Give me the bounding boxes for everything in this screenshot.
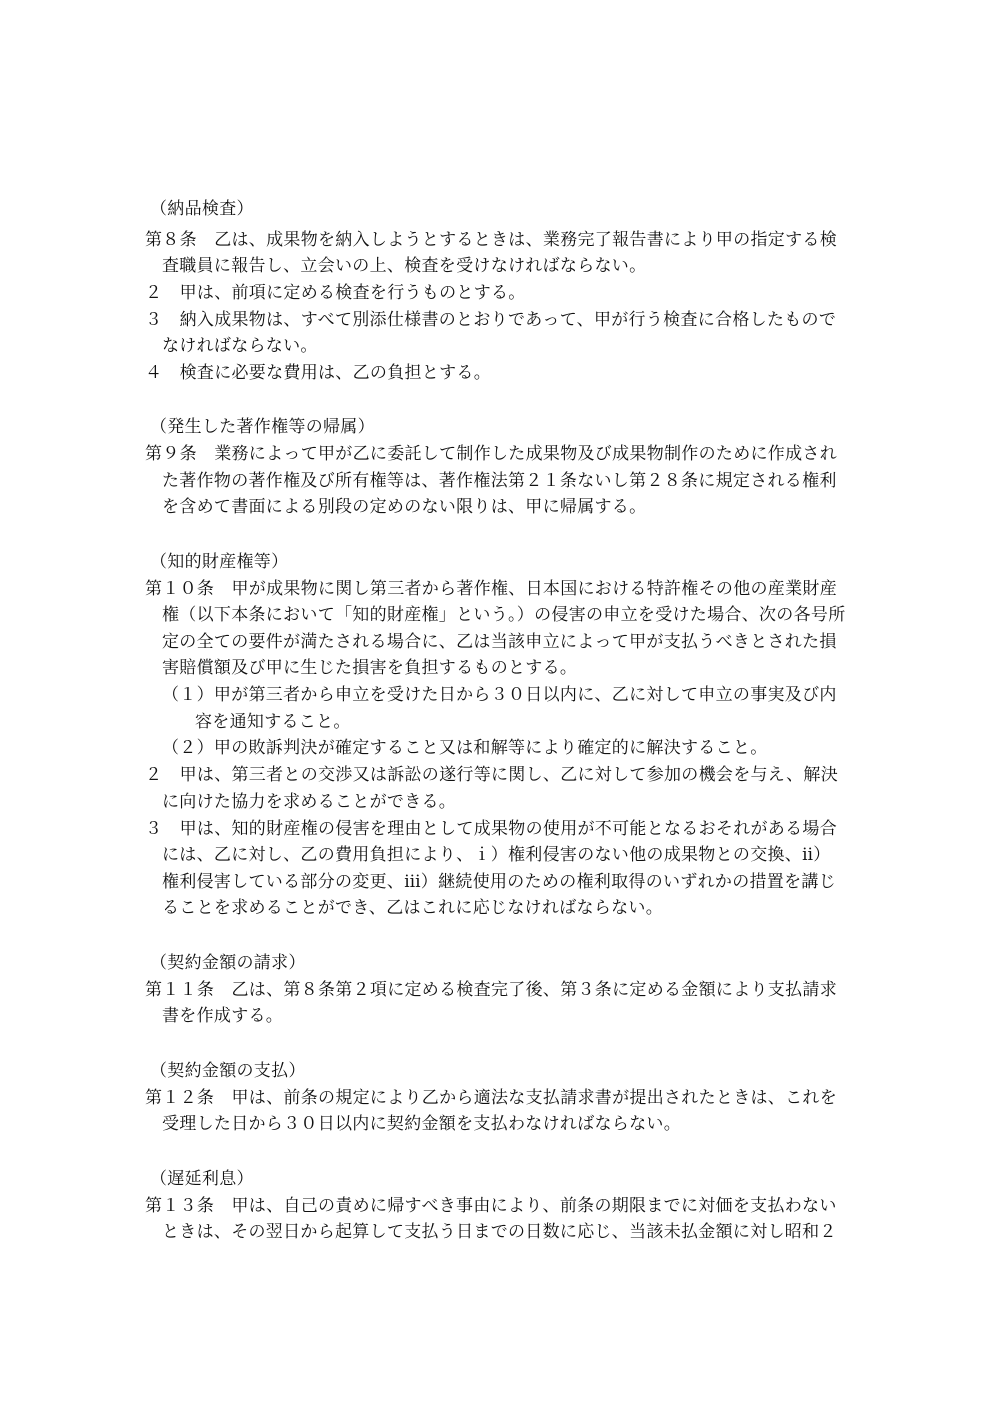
section-heading: （納品検査）	[150, 199, 254, 219]
list-item: （１）甲が第三者から申立を受けた日から３０日以内に、乙に対して申立の事実及び内	[162, 685, 837, 705]
paragraph-text: ４ 検査に必要な費用は、乙の負担とする。	[145, 363, 491, 383]
article-text: 第９条 業務によって甲が乙に委託して制作した成果物及び成果物制作のために作成され	[145, 444, 837, 464]
paragraph-text: ２ 甲は、前項に定める検査を行うものとする。	[145, 283, 526, 303]
paragraph-text: には、乙に対し、乙の費用負担により、ｉ）権利侵害のない他の成果物との交換、ⅱ）	[162, 845, 831, 865]
list-item: 容を通知すること。	[195, 712, 351, 732]
article-text: を含めて書面による別段の定めのない限りは、甲に帰属する。	[162, 497, 647, 517]
article-text: 第１３条 甲は、自己の責めに帰すべき事由により、前条の期限までに対価を支払わない	[145, 1196, 837, 1216]
article-text: 定の全ての要件が満たされる場合に、乙は当該申立によって甲が支払うべきとされた損	[162, 632, 837, 652]
list-item: （２）甲の敗訴判決が確定すること又は和解等により確定的に解決すること。	[162, 738, 768, 758]
article-text: 受理した日から３０日以内に契約金額を支払わなければならない。	[162, 1114, 681, 1134]
paragraph-text: ることを求めることができ、乙はこれに応じなければならない。	[162, 898, 664, 918]
article-text: 第１２条 甲は、前条の規定により乙から適法な支払請求書が提出されたときは、これを	[145, 1088, 837, 1108]
article-text: 書を作成する。	[162, 1006, 284, 1026]
paragraph-text: ３ 納入成果物は、すべて別添仕様書のとおりであって、甲が行う検査に合格したもので	[145, 310, 837, 330]
paragraph-text: 権利侵害している部分の変更、ⅲ）継続使用のための権利取得のいずれかの措置を講じ	[162, 872, 837, 892]
article-text: ときは、その翌日から起算して支払う日までの日数に応じ、当該未払金額に対し昭和２	[162, 1222, 837, 1242]
article-text: た著作物の著作権及び所有権等は、著作権法第２１条ないし第２８条に規定される権利	[162, 471, 837, 491]
paragraph-text: ３ 甲は、知的財産権の侵害を理由として成果物の使用が不可能となるおそれがある場合	[145, 819, 837, 839]
article-text: 第８条 乙は、成果物を納入しようとするときは、業務完了報告書により甲の指定する検	[145, 230, 837, 250]
paragraph-text: ２ 甲は、第三者との交渉又は訴訟の遂行等に関し、乙に対して参加の機会を与え、解決	[145, 765, 839, 785]
paragraph-text: なければならない。	[162, 336, 318, 356]
article-text: 第１０条 甲が成果物に関し第三者から著作権、日本国における特許権その他の産業財産	[145, 579, 837, 599]
section-heading: （発生した著作権等の帰属）	[150, 417, 375, 437]
article-text: 査職員に報告し、立会いの上、検査を受けなければならない。	[162, 256, 647, 276]
article-text: 第１１条 乙は、第８条第２項に定める検査完了後、第３条に定める金額により支払請求	[145, 980, 837, 1000]
section-heading: （知的財産権等）	[150, 552, 289, 572]
article-text: 害賠償額及び甲に生じた損害を負担するものとする。	[162, 658, 578, 678]
article-text: 権（以下本条において「知的財産権」という。）の侵害の申立を受けた場合、次の各号所	[162, 605, 846, 625]
paragraph-text: に向けた協力を求めることができる。	[162, 792, 457, 812]
section-heading: （遅延利息）	[150, 1169, 254, 1189]
section-heading: （契約金額の請求）	[150, 953, 306, 973]
section-heading: （契約金額の支払）	[150, 1061, 306, 1081]
